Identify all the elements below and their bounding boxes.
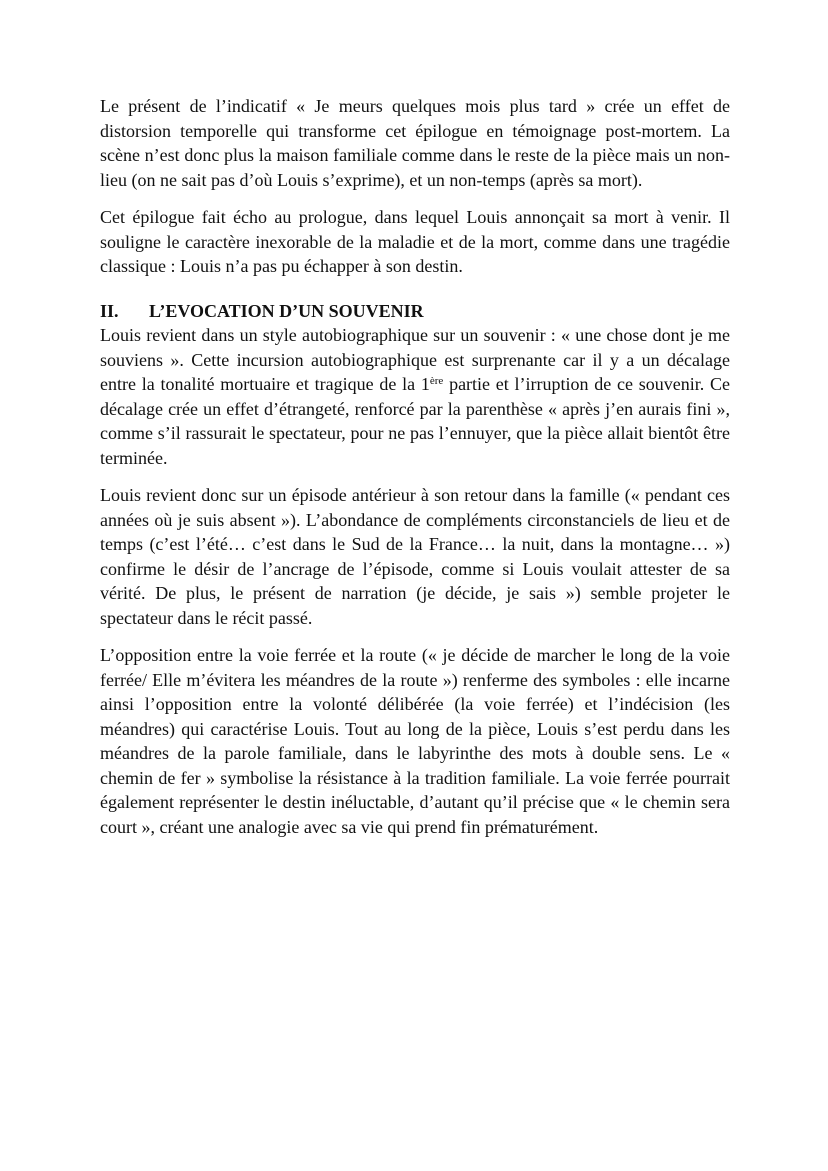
superscript-ere: ère bbox=[429, 375, 444, 387]
section-number: II. bbox=[100, 300, 119, 321]
section-heading bbox=[100, 299, 730, 324]
paragraph-souvenir-text-a: Louis revient dans un style autobiographique sur un souvenir : « une chose dont je me souviens ». Cette incursion autobiographique est surprenante car il y a un décalage entre la tonalité mortuaire et tragique de la 1 bbox=[100, 325, 730, 394]
paragraph-souvenir-text-b: partie et l’irruption de ce souvenir. Ce décalage crée un effet d’étrangeté, renforcé par la parenthèse « après j’en aurais fini », comme s’il rassurait le spectateur, pour ne pas l’ennuyer, que la pièce allait bientôt être terminée. bbox=[100, 374, 730, 468]
section-title: L’EVOCATION D’UN SOUVENIR bbox=[149, 300, 424, 321]
paragraph-present-indicatif: Le présent de l’indicatif « Je meurs quelques mois plus tard » crée un effet de distorsion temporelle qui transforme cet épilogue en témoignage post-mortem. La scène n’est donc plus la maison familiale comme dans le reste de la pièce mais un non-lieu (on ne sait pas d’où Louis s’exprime), et un non-temps (après sa mort). bbox=[100, 96, 730, 190]
paragraph-epilogue-echo: Cet épilogue fait écho au prologue, dans lequel Louis annonçait sa mort à venir. Il souligne le caractère inexorable de la maladie et de la mort, comme dans une tragédie classique : Louis n’a pas pu échapper à son destin. bbox=[100, 207, 730, 276]
paragraph-episode-anterieur: Louis revient donc sur un épisode antérieur à son retour dans la famille (« pendant ces années où je suis absent »). L’abondance de compléments circonstanciels de lieu et de temps (c’est l’été… c’est dans le Sud de la France… la nuit, dans la montagne… ») confirme le désir de l’ancrage de l’épisode, comme si Louis voulait attester de sa vérité. De plus, le présent de narration (je décide, je sais ») semble projeter le spectateur dans le récit passé. bbox=[100, 485, 730, 628]
paragraph-voie-ferree: L’opposition entre la voie ferrée et la route (« je décide de marcher le long de la voie ferrée/ Elle m’évitera les méandres de la route ») renferme des symboles : elle incarne ainsi l’opposition entre la volonté délibérée (la voie ferrée) et l’indécision (les méandres) qui caractérise Louis. Tout au long de la pièce, Louis s’est perdu dans les méandres de la parole familiale, dans le labyrinthe des mots à double sens. Le « chemin de fer » symbolise la résistance à la tradition familiale. La voie ferrée pourrait également représenter le destin inéluctable, d’autant qu’il précise que « le chemin sera court », créant une analogie avec sa vie qui prend fin prématurément. bbox=[100, 645, 730, 837]
document-page bbox=[100, 94, 730, 852]
paragraph-souvenir bbox=[100, 323, 730, 470]
